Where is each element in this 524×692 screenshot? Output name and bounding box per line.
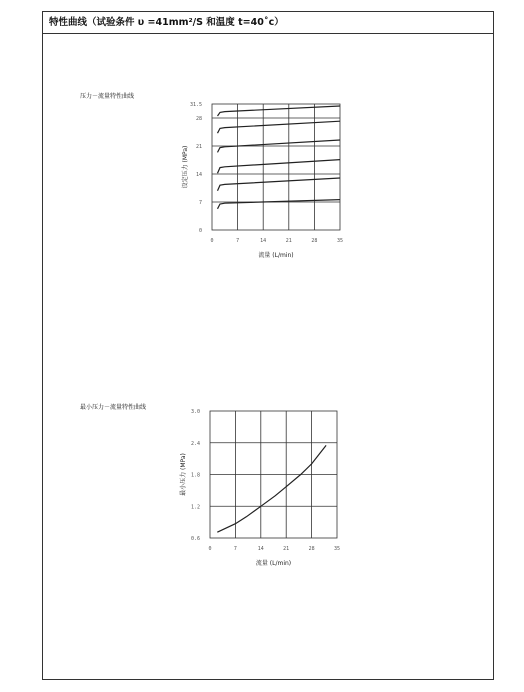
chart2-series-1-line xyxy=(217,445,326,532)
chart2-x-tick: 21 xyxy=(283,546,290,552)
chart1-title: 压力－流量特性曲线 xyxy=(80,93,135,100)
chart1-x-axis-label: 流量 (L/min) xyxy=(258,252,294,259)
chart2-x-tick: 35 xyxy=(333,546,341,552)
chart1-x-tick: 21 xyxy=(285,238,292,244)
chart2-y-tick: 2.4 xyxy=(190,440,200,447)
chart1-x-tick: 28 xyxy=(311,238,318,244)
chart1-x-tick: 35 xyxy=(336,238,344,244)
chart1-x-tick: 7 xyxy=(236,238,240,244)
chart1-x-tick: 14 xyxy=(260,238,267,244)
page-header: 特性曲线（试验条件 υ =41mm²/S 和温度 t=40˚c） xyxy=(43,12,493,34)
chart2-x-tick: 28 xyxy=(308,546,315,552)
chart1-x-tick: 0 xyxy=(210,238,214,244)
chart2-y-tick: 3.0 xyxy=(190,409,200,415)
chart2-x-tick: 0 xyxy=(208,546,212,552)
chart2-x-tick: 7 xyxy=(233,546,237,552)
chart1-y-tick: 0 xyxy=(198,228,202,234)
chart1-y-tick: 21 xyxy=(195,144,202,150)
chart2-x-tick: 14 xyxy=(257,546,264,552)
chart2-y-tick: 1.2 xyxy=(190,504,200,511)
chart2-y-axis-label: 最小压力 (MPa) xyxy=(180,453,187,496)
chart1-y-tick: 14 xyxy=(195,172,202,178)
chart1-y-tick: 31.5 xyxy=(189,102,202,108)
chart1-y-tick: 7 xyxy=(198,200,202,206)
chart1-y-tick: 28 xyxy=(195,116,202,122)
chart2-y-tick: 1.8 xyxy=(190,472,200,479)
chart2-y-tick: 0.6 xyxy=(190,536,200,542)
chart1-y-axis-label: 设定压力 (MPa) xyxy=(182,145,189,189)
chart2-x-axis-label: 流量 (L/min) xyxy=(255,560,292,567)
chart2-title: 最小压力－流量特性曲线 xyxy=(80,404,147,411)
